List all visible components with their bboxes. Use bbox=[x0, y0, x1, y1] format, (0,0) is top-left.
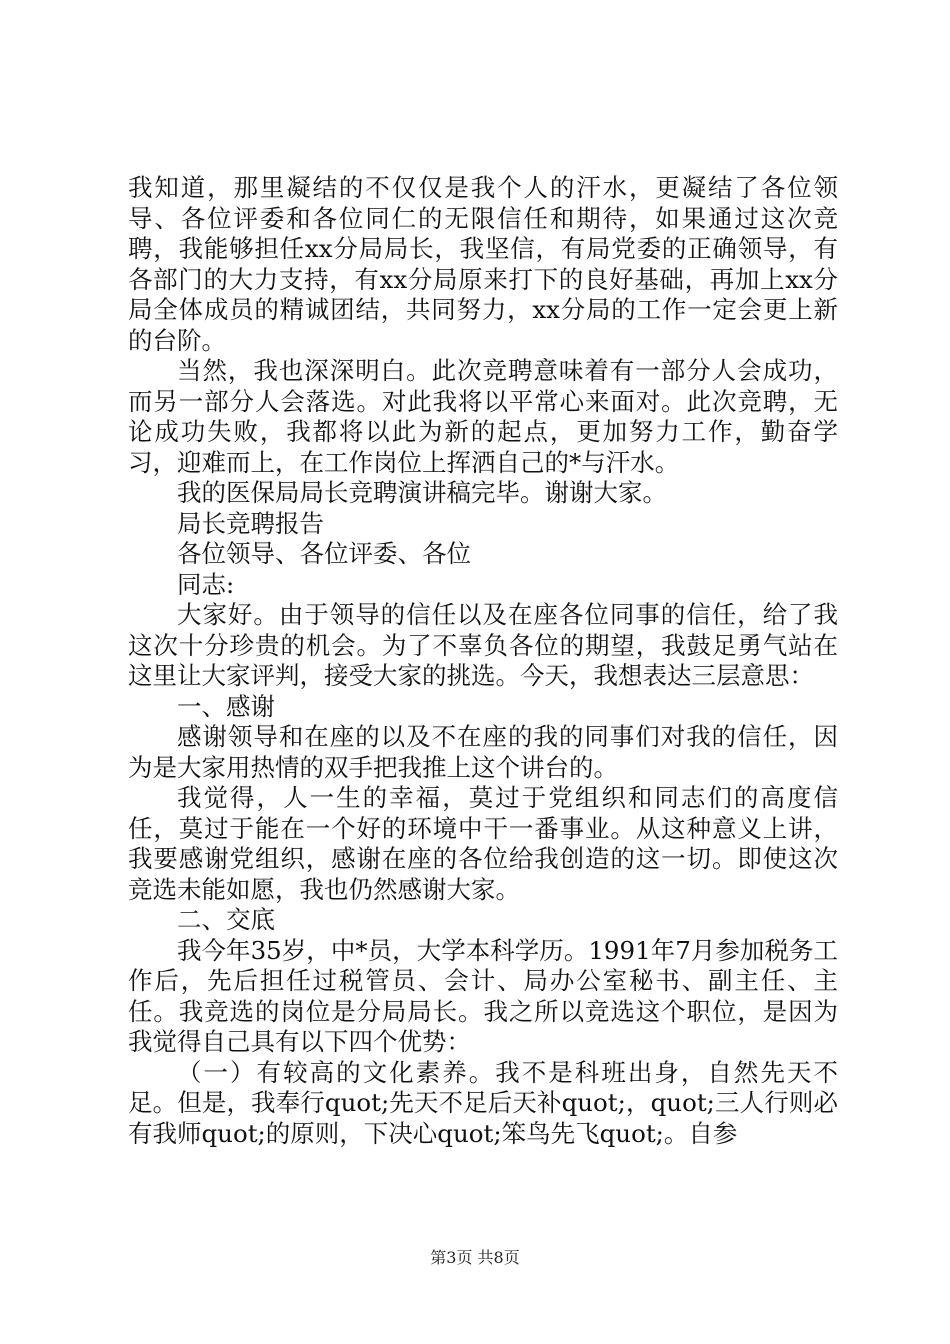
section-title: 局长竞聘报告 bbox=[177, 508, 324, 538]
document-body bbox=[128, 173, 838, 1149]
paragraph-advantage-1: （一）有较高的文化素养。我不是科班出身，自然先天不足。但是，我奉行quot;先天不足后天补quot;，quot;三人行则必有我师quot;的原则，下决心quot;笨鸟先飞quot;。自参 bbox=[128, 1057, 838, 1148]
salutation-line-2: 同志: bbox=[177, 569, 235, 599]
paragraph-background: 我今年35岁，中*员，大学本科学历。1991年7月参加税务工作后，先后担任过税管员、会计、局办公室秘书、副主任、主任。我竞选的岗位是分局局长。我之所以竞选这个职位，是因为我觉得自己具有以下四个优势： bbox=[128, 935, 838, 1056]
paragraph-thanks: 感谢领导和在座的以及不在座的我的同事们对我的信任，因为是大家用热情的双手把我推上这个讲台的。 bbox=[128, 722, 838, 782]
paragraph-1: 我知道，那里凝结的不仅仅是我个人的汗水，更凝结了各位领导、各位评委和各位同仁的无限信任和期待，如果通过这次竞聘，我能够担任xx分局局长，我坚信，有局党委的正确领导，有各部门的大力支持，有xx分局原来打下的良好基础，再加上xx分局全体成员的精诚团结，共同努力，xx分局的工作一定会更上新的台阶。 bbox=[128, 173, 838, 355]
heading-background: 二、交底 bbox=[177, 905, 275, 934]
salutation-line-1: 各位领导、各位评委、各位 bbox=[177, 539, 471, 568]
heading-thanks: 一、感谢 bbox=[177, 691, 275, 721]
paragraph-happiness: 我觉得，人一生的幸福，莫过于党组织和同志们的高度信任，莫过于能在一个好的环境中干一番事业。从这种意义上讲，我要感谢党组织，感谢在座的各位给我创造的这一切。即使这次竞选未能如愿，我也仍然感谢大家。 bbox=[128, 783, 838, 904]
paragraph-2: 当然，我也深深明白。此次竞聘意味着有一部分人会成功，而另一部分人会落选。对此我将以平常心来面对。此次竞聘，无论成功失败，我都将以此为新的起点，更加努力工作，勤奋学习，迎难而上，在工作岗位上挥洒自己的*与汗水。 bbox=[128, 356, 838, 477]
paragraph-greeting: 大家好。由于领导的信任以及在座各位同事的信任，给了我这次十分珍贵的机会。为了不辜负各位的期望，我鼓足勇气站在这里让大家评判，接受大家的挑选。今天，我想表达三层意思： bbox=[128, 600, 838, 690]
paragraph-3: 我的医保局局长竞聘演讲稿完毕。谢谢大家。 bbox=[177, 478, 667, 507]
page-footer: 第3页 共8页 bbox=[430, 1248, 520, 1267]
